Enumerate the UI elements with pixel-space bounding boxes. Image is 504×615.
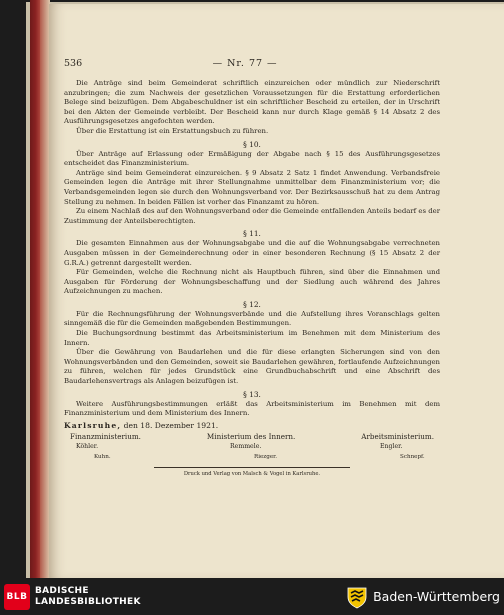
section-heading: § 10. xyxy=(243,139,261,149)
bw-wordmark: Baden-Württemberg xyxy=(373,589,500,604)
imprint-rule xyxy=(154,467,350,468)
paragraph: Anträge sind beim Gemeinderat einzureichen. § 9 Absatz 2 Satz 1 findet Anwendung. Verbandsfreie Gemeinden legen die Anträge mit ihrer Stellungnahme unmittelbar dem Finanzministerium vor; die Verbandsgemeinden legen sie durch den Wohnungsverband vor. Der Bezirksausschuß hat zu dem Antrag Stellung zu nehmen. In beiden Fällen ist vorher das Finanzamt zu hören. xyxy=(64,168,440,206)
cosigner-finance: Kuhn. xyxy=(94,453,111,460)
blb-wordmark xyxy=(35,586,141,608)
paragraph: Über die Erstattung ist ein Erstattungsbuch zu führen. xyxy=(76,126,269,135)
signer-labour: Engler. xyxy=(380,442,403,450)
section-heading: § 12. xyxy=(243,299,261,309)
section-heading: § 13. xyxy=(243,389,261,399)
signer-row xyxy=(64,442,440,454)
viewer-footer xyxy=(0,578,504,615)
paragraph: Für die Rechnungsführung der Wohnungsverbände und die Aufstellung ihres Voranschlags gelten sinngemäß die für die Gemeinden maßgebenden Bestimmungen. xyxy=(64,309,440,328)
ministry-labour: Arbeitsministerium. xyxy=(361,431,434,441)
blb-line-2: LANDESBIBLIOTHEK xyxy=(35,596,141,607)
paragraph: Zu einem Nachlaß des auf den Wohnungsverband oder die Gemeinde entfallenden Anteils bedarf es der Zustimmung der Anteilsberechtigten. xyxy=(64,207,440,225)
ministry-row xyxy=(64,432,440,442)
document-body xyxy=(64,79,440,419)
paragraph: Weitere Ausführungsbestimmungen erläßt das Arbeitsministerium im Benehmen mit dem Finanzministerium und dem Ministerium des Innern. xyxy=(64,399,440,418)
paragraph: Für Gemeinden, welche die Rechnung nicht als Hauptbuch führen, sind über die Einnahmen und Ausgaben für Förderung der Wohnungsbeschaffung und der Siedlung auch während des Jahres Aufzeichnungen zu machen. xyxy=(64,268,440,296)
ministry-interior: Ministerium des Innern. xyxy=(206,431,296,441)
cosigner-interior: Riezger. xyxy=(254,453,277,460)
paragraph: Über Anträge auf Erlassung oder Ermäßigung der Abgabe nach § 15 des Ausführungsgesetzes entscheidet das Finanzministerium. xyxy=(64,149,440,168)
blb-logo[interactable] xyxy=(4,584,141,610)
signer-finance: Köhler. xyxy=(76,442,99,450)
cosigner-row xyxy=(64,454,440,464)
page-content xyxy=(64,58,440,478)
page-header xyxy=(64,58,440,69)
blb-badge-icon: BLB xyxy=(4,584,30,610)
page-number: 536 xyxy=(64,58,83,69)
paragraph: Die Anträge sind beim Gemeinderat schriftlich einzureichen oder mündlich zur Niederschrift anzubringen; die zum Nachweis der gesetzlichen Voraussetzungen für die Erstattung erforderlichen Belege sind beizufügen. Dem Abgabeschuldner ist ein schriftlicher Bescheid zu erteilen, der in Urschrift bei den Akten der Gemeinde verbleibt. Der Bescheid kann nur durch Klage gemäß § 14 Absatz 2 des Ausführungsgesetzes angefochten werden. xyxy=(64,79,440,126)
blb-line-1: BADISCHE xyxy=(35,585,89,596)
paragraph: Die Buchungsordnung bestimmt das Arbeitsministerium im Benehmen mit dem Ministerium des Innern. xyxy=(64,329,440,347)
cosigner-labour: Schnepf. xyxy=(400,453,425,460)
signer-interior: Remmele. xyxy=(230,442,262,450)
place-name: Karlsruhe, xyxy=(64,420,122,430)
date-line xyxy=(64,420,440,431)
ministry-finance: Finanzministerium. xyxy=(70,431,141,441)
issue-number: — Nr. 77 — xyxy=(212,58,278,69)
section-heading: § 11. xyxy=(243,229,261,239)
bw-logo[interactable] xyxy=(346,585,500,609)
printer-imprint: Druck und Verlag von Malsch & Vogel in Karlsruhe. xyxy=(183,470,321,477)
paragraph: Über die Gewährung von Baudarlehen und die für diese erlangten Sicherungen sind von den Wohnungsverbänden und den Gemeinden, soweit sie Baudarlehen gewähren, fortlaufende Aufzeichnungen zu führen, welchen für jedes Grundstück eine Grundbuchabschrift und eine Abschrift des Baudarlehensvertrags als Anlagen beizufügen ist. xyxy=(64,348,440,386)
paragraph: Die gesamten Einnahmen aus der Wohnungsabgabe und die auf die Wohnungsabgabe verrechneten Ausgaben müssen in der Gemeinderechnung oder in einer besonderen Rechnung (§ 15 Absatz 2 der G.R.A.) getrennt dargestellt werden. xyxy=(64,239,440,267)
coat-of-arms-icon xyxy=(346,585,368,609)
document-date: den 18. Dezember 1921. xyxy=(123,420,219,430)
